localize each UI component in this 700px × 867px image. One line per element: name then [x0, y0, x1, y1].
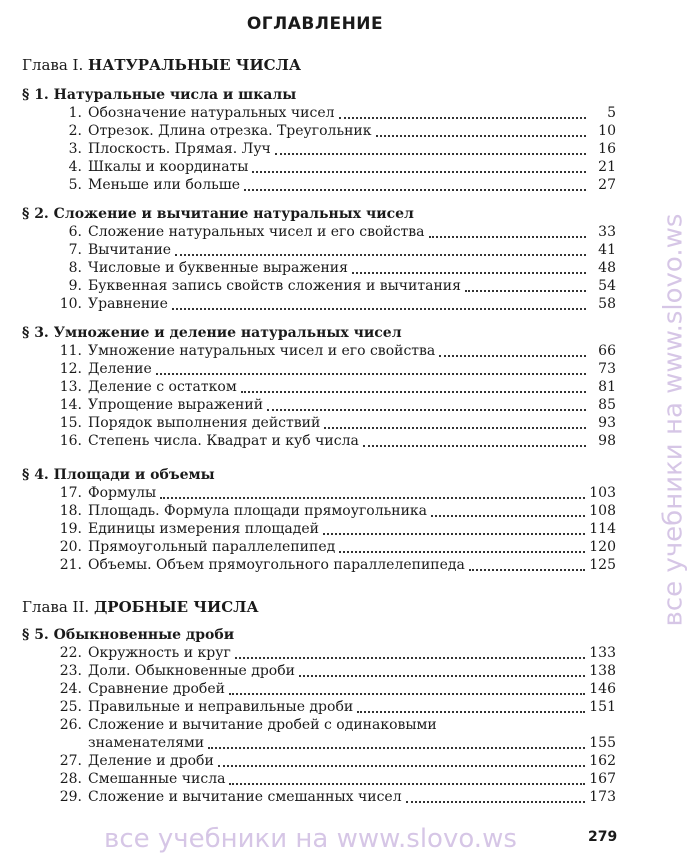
leader-dots: [339, 117, 587, 119]
entry-title: Уравнение: [88, 296, 168, 312]
entry-title: Прямоугольный параллелепипед: [88, 539, 336, 555]
leader-dots: [323, 533, 585, 535]
entry-number: 23.: [59, 663, 82, 679]
leader-dots: [324, 427, 586, 429]
entry-page: 138: [589, 663, 616, 679]
toc-entry[interactable]: [52, 415, 616, 433]
watermark-text: все учебники на www.slovo.ws: [658, 213, 689, 627]
entry-page: 146: [589, 681, 616, 697]
leader-dots: [252, 171, 586, 173]
chapter-prefix: Глава II.: [22, 598, 90, 616]
entry-page: 98: [598, 433, 616, 449]
entry-page: 16: [598, 141, 616, 157]
entry-page: 103: [589, 485, 616, 501]
toc-entry[interactable]: [52, 278, 616, 296]
entry-number: 4.: [68, 159, 82, 175]
entry-number: 28.: [59, 771, 82, 787]
toc-entry[interactable]: [52, 242, 616, 260]
entry-page: 151: [589, 699, 616, 715]
chapter-heading: [22, 598, 259, 616]
chapter-heading: [22, 56, 301, 74]
entry-title: Сложение и вычитание дробей с одинаковыми: [88, 717, 437, 733]
entry-number: 27.: [59, 753, 82, 769]
entry-title: Сравнение дробей: [88, 681, 225, 697]
entry-number: 17.: [59, 485, 82, 501]
entry-page: 133: [589, 645, 616, 661]
leader-dots: [229, 693, 585, 695]
entry-title: Степень числа. Квадрат и куб числа: [88, 433, 359, 449]
chapter-prefix: Глава I.: [22, 56, 84, 74]
leader-dots: [160, 497, 585, 499]
entry-title: Деление: [88, 361, 152, 377]
toc-entry[interactable]: [52, 663, 616, 681]
entry-title: Обозначение натуральных чисел: [88, 105, 335, 121]
section-heading: § 4. Площади и объемы: [22, 467, 215, 483]
page-number: 279: [588, 829, 618, 845]
toc-entry[interactable]: [52, 521, 616, 539]
entry-number: 5.: [68, 177, 82, 193]
leader-dots: [299, 675, 585, 677]
toc-entry[interactable]: [52, 397, 616, 415]
leader-dots: [431, 515, 585, 517]
toc-entry[interactable]: [52, 753, 616, 771]
entry-number: 16.: [59, 433, 82, 449]
toc-entry[interactable]: [52, 379, 616, 397]
leader-dots: [156, 373, 586, 375]
toc-entry[interactable]: [52, 177, 616, 195]
toc-entry[interactable]: [52, 503, 616, 521]
entry-number: 11.: [59, 343, 82, 359]
entry-page: 21: [598, 159, 616, 175]
chapter-name: НАТУРАЛЬНЫЕ ЧИСЛА: [88, 56, 302, 74]
entry-page: 48: [598, 260, 616, 276]
entry-title: Сложение натуральных чисел и его свойства: [88, 224, 425, 240]
entry-page: 33: [598, 224, 616, 240]
entry-number: 15.: [59, 415, 82, 431]
entry-number: 7.: [68, 242, 82, 258]
entry-title: Упрощение выражений: [88, 397, 264, 413]
toc-entry[interactable]: [52, 343, 616, 361]
section-heading: § 3. Умножение и деление натуральных чисел: [22, 325, 402, 341]
entry-number: 25.: [59, 699, 82, 715]
entry-number: 14.: [59, 397, 82, 413]
page-title: ОГЛАВЛЕНИЕ: [246, 14, 384, 34]
entry-title: Формулы: [88, 485, 157, 501]
leader-dots: [218, 765, 585, 767]
entry-page: 162: [589, 753, 616, 769]
section-heading: § 5. Обыкновенные дроби: [22, 627, 235, 643]
toc-entry[interactable]: [52, 433, 616, 451]
entry-title: Вычитание: [88, 242, 172, 258]
leader-dots: [406, 801, 586, 803]
entry-number: 12.: [59, 361, 82, 377]
toc-entry[interactable]: [52, 296, 616, 314]
leader-dots: [244, 189, 586, 191]
entry-title: знаменателями: [88, 735, 205, 751]
toc-entry[interactable]: [52, 224, 616, 242]
entry-page: 93: [598, 415, 616, 431]
entry-number: 18.: [59, 503, 82, 519]
entry-title: Меньше или больше: [88, 177, 241, 193]
entry-title: Сложение и вычитание смешанных чисел: [88, 789, 402, 805]
entry-number: 1.: [68, 105, 82, 121]
toc-entry[interactable]: [52, 105, 616, 123]
entry-number: 20.: [59, 539, 82, 555]
entry-number: 10.: [59, 296, 82, 312]
entry-number: 24.: [59, 681, 82, 697]
entry-number: 6.: [68, 224, 82, 240]
toc-entry[interactable]: [52, 361, 616, 379]
leader-dots: [465, 290, 586, 292]
entry-title: Доли. Обыкновенные дроби: [88, 663, 295, 679]
toc-entry[interactable]: [52, 699, 616, 717]
leader-dots: [229, 783, 585, 785]
entry-page: 125: [589, 557, 616, 573]
entry-page: 81: [598, 379, 616, 395]
entry-page: 108: [589, 503, 616, 519]
entry-title: Порядок выполнения действий: [88, 415, 321, 431]
section-heading: § 2. Сложение и вычитание натуральных чисел: [22, 206, 414, 222]
toc-entry[interactable]: [52, 557, 616, 575]
toc-entry[interactable]: [52, 141, 616, 159]
entry-number: 9.: [68, 278, 82, 294]
entry-title: Деление и дроби: [88, 753, 214, 769]
entry-title: Окружность и круг: [88, 645, 231, 661]
entry-page: 73: [598, 361, 616, 377]
entry-page: 41: [598, 242, 616, 258]
entry-title: Отрезок. Длина отрезка. Треугольник: [88, 123, 372, 139]
bottom-watermark: все учебники на www.slovo.ws: [104, 824, 517, 854]
leader-dots: [439, 355, 586, 357]
leader-dots: [469, 569, 585, 571]
entry-page: 27: [598, 177, 616, 193]
entry-page: 167: [589, 771, 616, 787]
entry-title: Плоскость. Прямая. Луч: [88, 141, 271, 157]
leader-dots: [339, 551, 585, 553]
entry-page: 114: [589, 521, 616, 537]
entry-title: Буквенная запись свойств сложения и вычитания: [88, 278, 461, 294]
toc-entry[interactable]: [52, 771, 616, 789]
entry-title: Числовые и буквенные выражения: [88, 260, 348, 276]
toc-entry[interactable]: [52, 681, 616, 699]
toc-entry[interactable]: [52, 539, 616, 557]
leader-dots: [172, 308, 586, 310]
toc-entry-continuation[interactable]: [52, 735, 616, 753]
chapter-name: ДРОБНЫЕ ЧИСЛА: [93, 598, 259, 616]
entry-title: Смешанные числа: [88, 771, 226, 787]
entry-number: 29.: [59, 789, 82, 805]
entry-number: 21.: [59, 557, 82, 573]
entry-number: 22.: [59, 645, 82, 661]
entry-number: 19.: [59, 521, 82, 537]
entry-title: Шкалы и координаты: [88, 159, 249, 175]
toc-entry[interactable]: [52, 789, 616, 807]
entry-number: 2.: [68, 123, 82, 139]
leader-dots: [275, 153, 586, 155]
entry-page: 120: [589, 539, 616, 555]
entry-page: 66: [598, 343, 616, 359]
entry-title: Правильные и неправильные дроби: [88, 699, 354, 715]
entry-page: 54: [598, 278, 616, 294]
vertical-watermark: [648, 100, 698, 740]
entry-page: 10: [598, 123, 616, 139]
leader-dots: [241, 391, 586, 393]
leader-dots: [429, 236, 586, 238]
leader-dots: [363, 445, 586, 447]
leader-dots: [357, 711, 585, 713]
leader-dots: [208, 747, 585, 749]
leader-dots: [175, 254, 586, 256]
section-heading: § 1. Натуральные числа и шкалы: [22, 87, 297, 103]
entry-number: 26.: [59, 717, 82, 733]
entry-title: Единицы измерения площадей: [88, 521, 320, 537]
leader-dots: [352, 272, 586, 274]
toc-entry[interactable]: [52, 717, 616, 735]
entry-title: Площадь. Формула площади прямоугольника: [88, 503, 428, 519]
entry-page: 155: [589, 735, 616, 751]
entry-page: 58: [598, 296, 616, 312]
entry-page: 85: [598, 397, 616, 413]
leader-dots: [235, 657, 585, 659]
toc-entry[interactable]: [52, 159, 616, 177]
toc-entry[interactable]: [52, 645, 616, 663]
leader-dots: [376, 135, 587, 137]
entry-number: 8.: [68, 260, 82, 276]
entry-page: 173: [589, 789, 616, 805]
toc-entry[interactable]: [52, 260, 616, 278]
entry-page: 5: [607, 105, 616, 121]
toc-entry[interactable]: [52, 485, 616, 503]
entry-number: 13.: [59, 379, 82, 395]
entry-title: Умножение натуральных чисел и его свойства: [88, 343, 436, 359]
entry-number: 3.: [68, 141, 82, 157]
entry-title: Объемы. Объем прямоугольного параллелепипеда: [88, 557, 465, 573]
entry-title: Деление с остатком: [88, 379, 237, 395]
toc-entry[interactable]: [52, 123, 616, 141]
leader-dots: [267, 409, 586, 411]
